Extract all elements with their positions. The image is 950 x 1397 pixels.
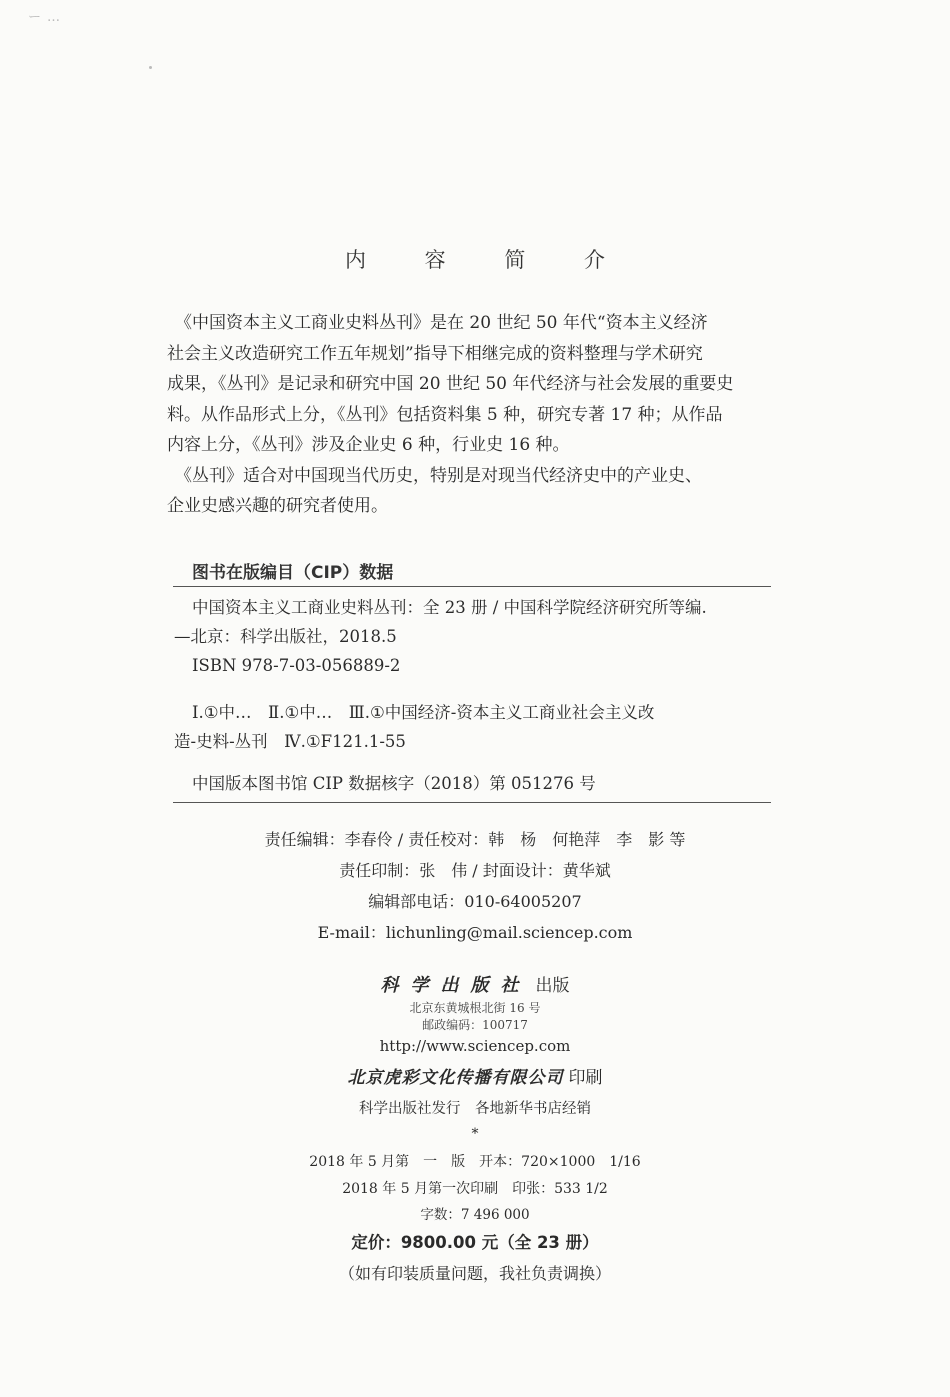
- intro-line: 《中国资本主义工商业史料丛刊》是在 20 世纪 50 年代“资本主义经济: [175, 313, 708, 333]
- cip-heading: 图书在版编目（CIP）数据: [192, 563, 394, 583]
- press-name: 科学出版社: [380, 975, 531, 996]
- credits-block: [0, 824, 950, 948]
- cip-class-line: Ⅰ.①中… Ⅱ.①中… Ⅲ.①中国经济-资本主义工商业社会主义改: [192, 703, 655, 722]
- edition-info: 2018 年 5 月第 一 版 开本：720×1000 1/16: [309, 1154, 641, 1170]
- section-title: 内 容 简 介: [344, 248, 632, 272]
- cip-isbn-line: ISBN 978-7-03-056889-2: [192, 656, 401, 675]
- intro-line: 企业史感兴趣的研究者使用。: [167, 496, 388, 516]
- cip-class-line-cont: 造-史料-丛刊 Ⅳ.①F121.1-55: [174, 732, 406, 751]
- press-url: http://www.sciencep.com: [379, 1037, 571, 1055]
- cip-publisher-line: —北京：科学出版社，2018.5: [174, 627, 397, 646]
- cip-body: [174, 593, 772, 680]
- intro-block: [167, 308, 777, 522]
- distribution: 科学出版社发行 各地新华书店经销: [359, 1101, 591, 1117]
- publisher-block: [0, 972, 950, 1289]
- printer-suffix: 印刷: [568, 1068, 603, 1088]
- credit-editors: 责任编辑：李春伶 / 责任校对：韩 杨 何艳萍 李 影 等: [264, 830, 686, 849]
- intro-line: 成果，《丛刊》是记录和研究中国 20 世纪 50 年代经济与社会发展的重要史: [167, 374, 734, 394]
- cip-classification: [174, 698, 772, 756]
- credit-email: E-mail：lichunling@mail.sciencep.com: [317, 923, 633, 942]
- intro-line: 料。从作品形式上分，《丛刊》包括资料集 5 种，研究专著 17 种；从作品: [167, 404, 723, 425]
- cip-bottom-rule: [173, 802, 771, 803]
- cip-top-rule: [173, 586, 771, 587]
- credit-phone: 编辑部电话：010-64005207: [368, 892, 582, 911]
- cip-record-number: 中国版本图书馆 CIP 数据核字（2018）第 051276 号: [192, 774, 596, 793]
- press-suffix: 出版: [535, 976, 570, 996]
- credit-printing: 责任印制：张 伟 / 封面设计：黄华斌: [339, 861, 611, 880]
- separator-star: *: [471, 1126, 479, 1142]
- scan-speck: [149, 66, 152, 69]
- scan-mark: ー…: [28, 10, 67, 25]
- press-postcode: 邮政编码：100717: [422, 1018, 528, 1032]
- word-count: 字数：7 496 000: [420, 1207, 530, 1223]
- printer-name: 北京虎彩文化传播有限公司: [347, 1068, 564, 1088]
- quality-notice: （如有印装质量问题，我社负责调换）: [338, 1264, 611, 1283]
- printing-info: 2018 年 5 月第一次印刷 印张：533 1/2: [342, 1181, 608, 1197]
- intro-line: 社会主义改造研究工作五年规划”指导下相继完成的资料整理与学术研究: [167, 343, 703, 364]
- press-address: 北京东黄城根北街 16 号: [409, 1001, 541, 1015]
- price: 定价：9800.00 元（全 23 册）: [351, 1233, 599, 1252]
- cip-record: [192, 769, 772, 798]
- intro-line: 《丛刊》适合对中国现当代历史，特别是对现当代经济史中的产业史、: [175, 465, 702, 486]
- intro-line: 内容上分，《丛刊》涉及企业史 6 种，行业史 16 种。: [167, 435, 570, 455]
- cip-title-line: 中国资本主义工商业史料丛刊：全 23 册 / 中国科学院经济研究所等编.: [192, 598, 707, 617]
